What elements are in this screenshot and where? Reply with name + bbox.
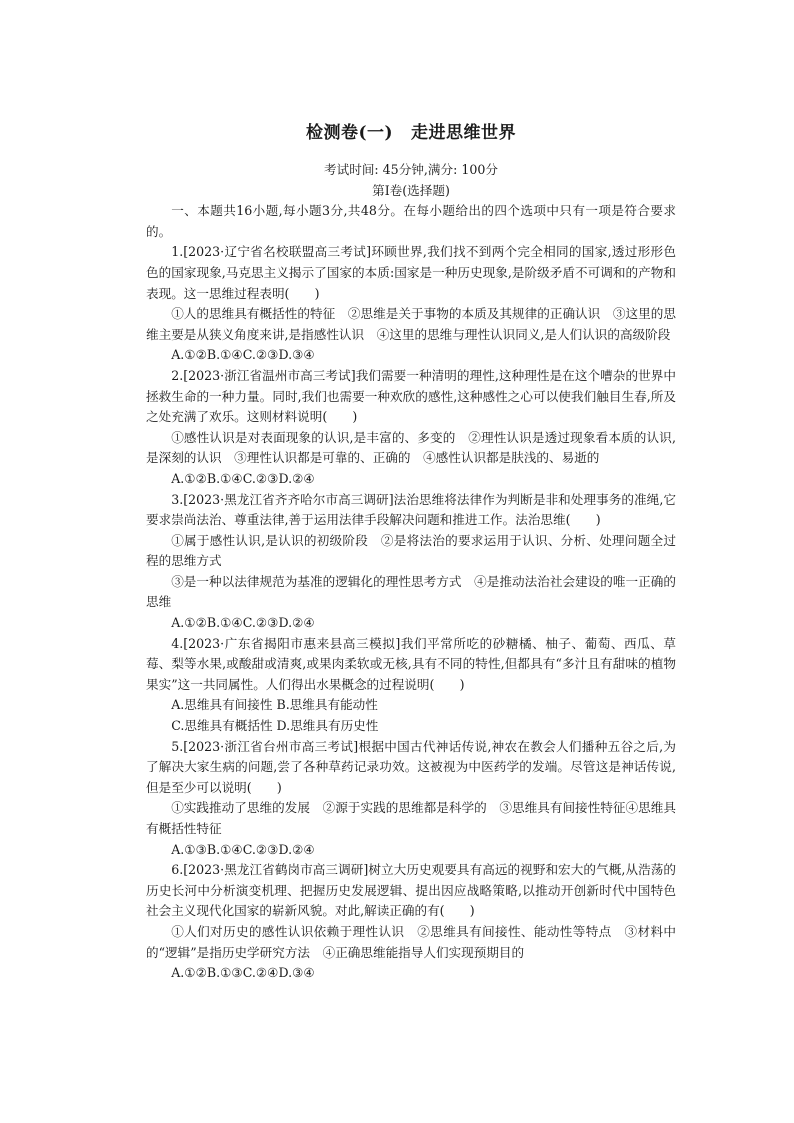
question-2 <box>146 366 676 490</box>
page-title <box>146 122 676 144</box>
answer-choices: A.①②B.①④C.②③D.③④ <box>171 347 315 363</box>
question-options: ①人的思维具有概括性的特征 ②思维是关于事物的本质及其规律的正确认识 ③这里的思维主要是从狭义角度来讲,是指感性认识 ④这里的思维与理性认识同义,是人们认识的高级阶段 <box>146 306 676 342</box>
question-stem: 6.[2023·黑龙江省鹤岗市高三调研]树立大历史观要具有高远的视野和宏大的气概,从浩荡的历史长河中分析演变机理、把握历史发展逻辑、提出因应战略策略,以推动开创新时代中国特色社会主义现代化国家的崭新风貌。对此,解读正确的有( ) <box>146 862 676 919</box>
question-5 <box>146 737 676 861</box>
answer-choices: A.①②B.①④C.②③D.②④ <box>171 470 315 486</box>
title-part-b: 走进思维世界 <box>411 123 517 143</box>
section-heading: 第Ⅰ卷(选择题) <box>372 182 450 198</box>
question-options: ①人们对历史的感性认识依赖于理性认识 ②思维具有间接性、能动性等特点 ③材料中的“逻辑”是指历史学研究方法 ④正确思维能指导人们实现预期目的 <box>146 923 676 960</box>
question-stem: 3.[2023·黑龙江省齐齐哈尔市高三调研]法治思维将法律作为判断是非和处理事务的准绳,它要求崇尚法治、尊重法律,善于运用法律手段解决问题和推进工作。法治思维( ) <box>146 491 676 528</box>
question-6 <box>146 860 676 984</box>
question-stem: 1.[2023·辽宁省名校联盟高三考试]环顾世界,我们找不到两个完全相同的国家,透过形形色色的国家现象,马克思主义揭示了国家的本质:国家是一种历史现象,是阶级矛盾不可调和的产物和表现。这一思维过程表明( ) <box>146 244 676 301</box>
answer-choices: A.①②B.①④C.②③D.②④ <box>171 615 315 631</box>
answer-choices: A.①③B.①④C.②③D.②④ <box>171 841 315 857</box>
question-stem: 4.[2023·广东省揭阳市惠来县高三模拟]我们平常所吃的砂糖橘、柚子、葡萄、西瓜、草莓、梨等水果,或酸甜或清爽,或果肉柔软或无核,具有不同的特性,但都具有“多汁且有甜味的植物果实”这一共同属性。人们得出水果概念的过程说明( ) <box>146 635 676 692</box>
question-options: C.思维具有概括性 D.思维具有历史性 <box>171 718 379 734</box>
question-1 <box>146 242 676 366</box>
question-stem: 2.[2023·浙江省温州市高三考试]我们需要一种清明的理性,这种理性是在这个嘈杂的世界中拯救生命的一种力量。同时,我们也需要一种欢欣的感性,这种感性之心可以使我们触目生春,所及之处充满了欢乐。这则材料说明( ) <box>146 367 676 425</box>
exam-meta: 考试时间: 45分钟,满分: 100分 <box>324 162 498 177</box>
question-options: A.思维具有间接性 B.思维具有能动性 <box>171 697 378 713</box>
question-stem: 5.[2023·浙江省台州市高三考试]根据中国古代神话传说,神农在教会人们播种五谷之后,为了解决大家生病的问题,尝了各种草药记录功效。这被视为中医药学的发端。尽管这是神话传说,但是至少可以说明( ) <box>146 738 676 795</box>
question-options: ①实践推动了思维的发展 ②源于实践的思维都是科学的 ③思维具有间接性特征④思维具有概括性特征 <box>146 800 676 836</box>
question-4 <box>146 634 676 737</box>
question-options: ①属于感性认识,是认识的初级阶段 ②是将法治的要求运用于认识、分析、处理问题全过程的思维方式 <box>146 532 676 569</box>
exam-content <box>146 122 676 984</box>
answer-choices: A.①②B.①③C.②④D.③④ <box>171 965 315 981</box>
question-options: ③是一种以法律规范为基准的逻辑化的理性思考方式 ④是推动法治社会建设的唯一正确的思维 <box>146 573 676 610</box>
question-3 <box>146 490 676 634</box>
question-options: ①感性认识是对表面现象的认识,是丰富的、多变的 ②理性认识是透过现象看本质的认识,是深刻的认识 ③理性认识都是可靠的、正确的 ④感性认识都是肤浅的、易逝的 <box>146 429 676 466</box>
instructions: 一、本题共16小题,每小题3分,共48分。在每小题给出的四个选项中只有一项是符合要求的。 <box>146 203 676 239</box>
title-part-a: 检测卷(一) <box>305 123 394 143</box>
